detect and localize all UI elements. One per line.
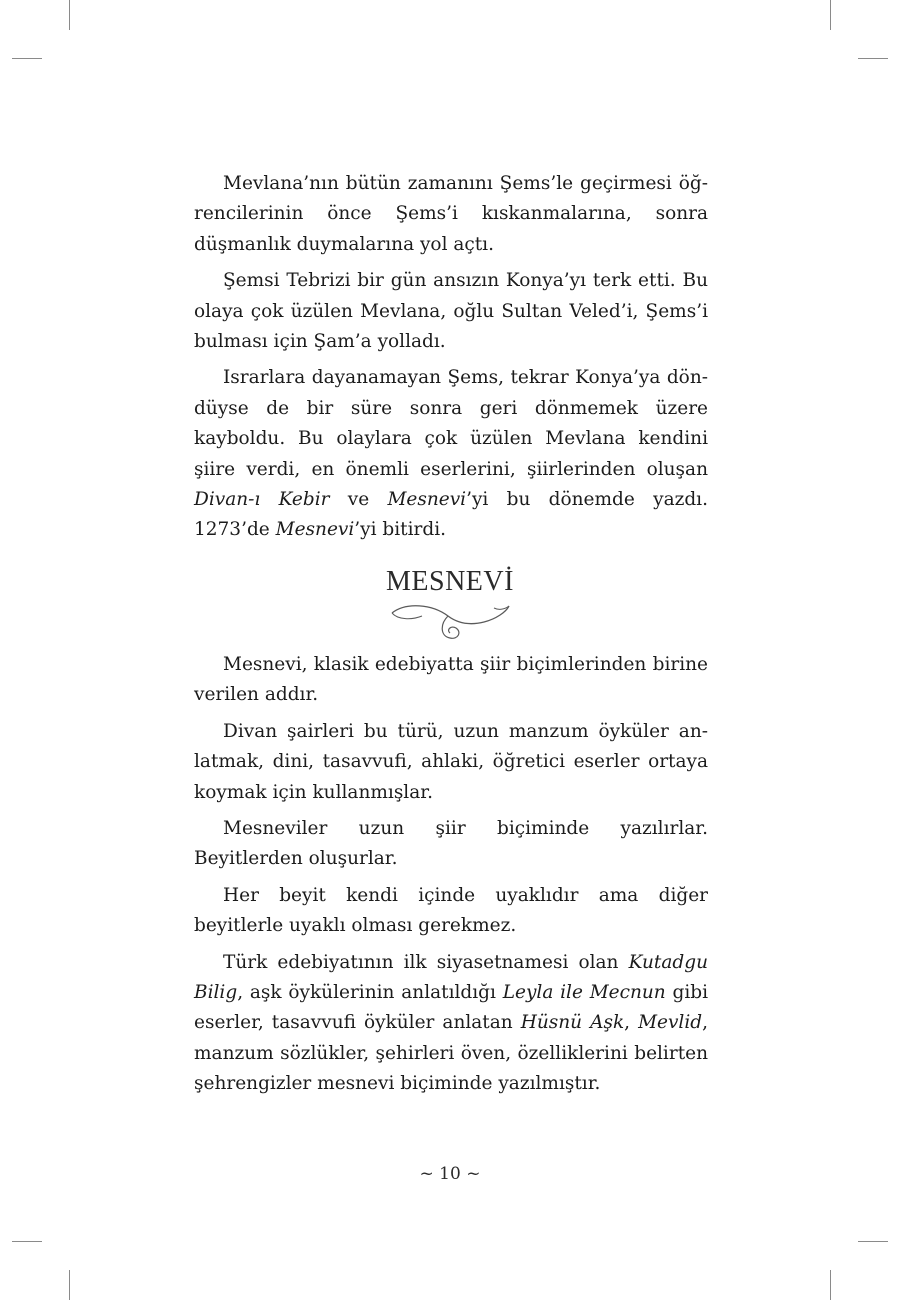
- text-run: Divan şairleri bu türü, uzun manzum öyküler anlatmak, dini, tasavvufi, ahlaki, öğretici eserler ortaya koymak için kullanmışlar.: [194, 720, 708, 803]
- crop-mark: [858, 1241, 888, 1242]
- text-run: Mesnevi, klasik edebiyatta şiir biçimlerinden birine verilen addır.: [194, 654, 708, 706]
- paragraph: [194, 814, 708, 875]
- italic-title: Divan-ı Kebir: [194, 489, 330, 511]
- italic-title: Kutadgu Bilig: [194, 951, 708, 1004]
- crop-mark: [858, 58, 888, 59]
- text-run: gibi eserler, tasavvufi öyküler anlatan: [194, 982, 709, 1034]
- text-run: ’yi bu dönemde yazdı. 1273’de: [194, 489, 708, 541]
- text-run: Her beyit kendi içinde uyaklıdır ama diğer beyitlerle uyaklı olması gerekmez.: [194, 884, 708, 937]
- paragraph: [194, 650, 708, 711]
- text-run: Mesneviler uzun şiir biçiminde yazılırlar. Beyitlerden oluşurlar.: [194, 818, 708, 870]
- italic-title: Leyla ile Mecnun: [502, 982, 666, 1004]
- text-run: Şemsi Tebrizi bir gün ansızın Konya’yı terk etti. Bu olaya çok üzülen Mevlana, oğlu Sultan Veled’i, Şems’i bulması için Şam’a yolladı.: [194, 270, 708, 353]
- flourish-ornament-icon: [388, 600, 512, 644]
- text-run: Türk edebiyatının ilk siyasetnamesi olan: [223, 951, 629, 973]
- italic-title: Hüsnü Aşk: [520, 1012, 625, 1034]
- text-run: Mevlana’nın bütün zamanını Şems’le geçirmesi öğrencilerinin önce Şems’i kıskanmalarına, sonra düşmanlık duymalarına yol açtı.: [194, 173, 708, 255]
- crop-mark: [12, 58, 42, 59]
- text-run: , aşk öykülerinin anlatıldığı: [237, 982, 503, 1004]
- text-run: ,: [624, 1012, 639, 1034]
- text-run: ’yi bitirdi.: [354, 519, 446, 541]
- section-heading: MESNEVİ: [386, 566, 514, 597]
- text-run: , manzum sözlükler, şehirleri öven, özelliklerini belirten şehrengizler mesnevi biçiminde yazılmıştır.: [194, 1012, 708, 1095]
- paragraph: [194, 717, 708, 808]
- paragraph: [194, 169, 708, 260]
- crop-mark: [12, 1241, 42, 1242]
- paragraph: [194, 266, 708, 357]
- italic-title: Mesnevi: [275, 519, 355, 541]
- paragraph: [194, 363, 708, 545]
- body-text-bottom: [194, 650, 708, 1106]
- text-run: ve: [329, 489, 388, 511]
- crop-mark: [830, 1270, 831, 1300]
- crop-mark: [69, 1270, 70, 1300]
- crop-mark: [69, 0, 70, 30]
- paragraph: [194, 948, 708, 1100]
- text-run: Israrlara dayanamayan Şems, tekrar Konya’ya döndüyse de bir süre sonra geri dönmemek üzere kayboldu. Bu olaylara çok üzülen Mevlana kendini şiire verdi, en önemli eserlerini, şiirlerinden oluşan: [194, 367, 708, 480]
- page-number: ~ 10 ~: [419, 1164, 481, 1184]
- italic-title: Mevlid: [638, 1012, 703, 1034]
- italic-title: Mesnevi: [387, 489, 467, 511]
- paragraph: [194, 881, 708, 942]
- body-text-top: [194, 169, 708, 552]
- crop-mark: [830, 0, 831, 30]
